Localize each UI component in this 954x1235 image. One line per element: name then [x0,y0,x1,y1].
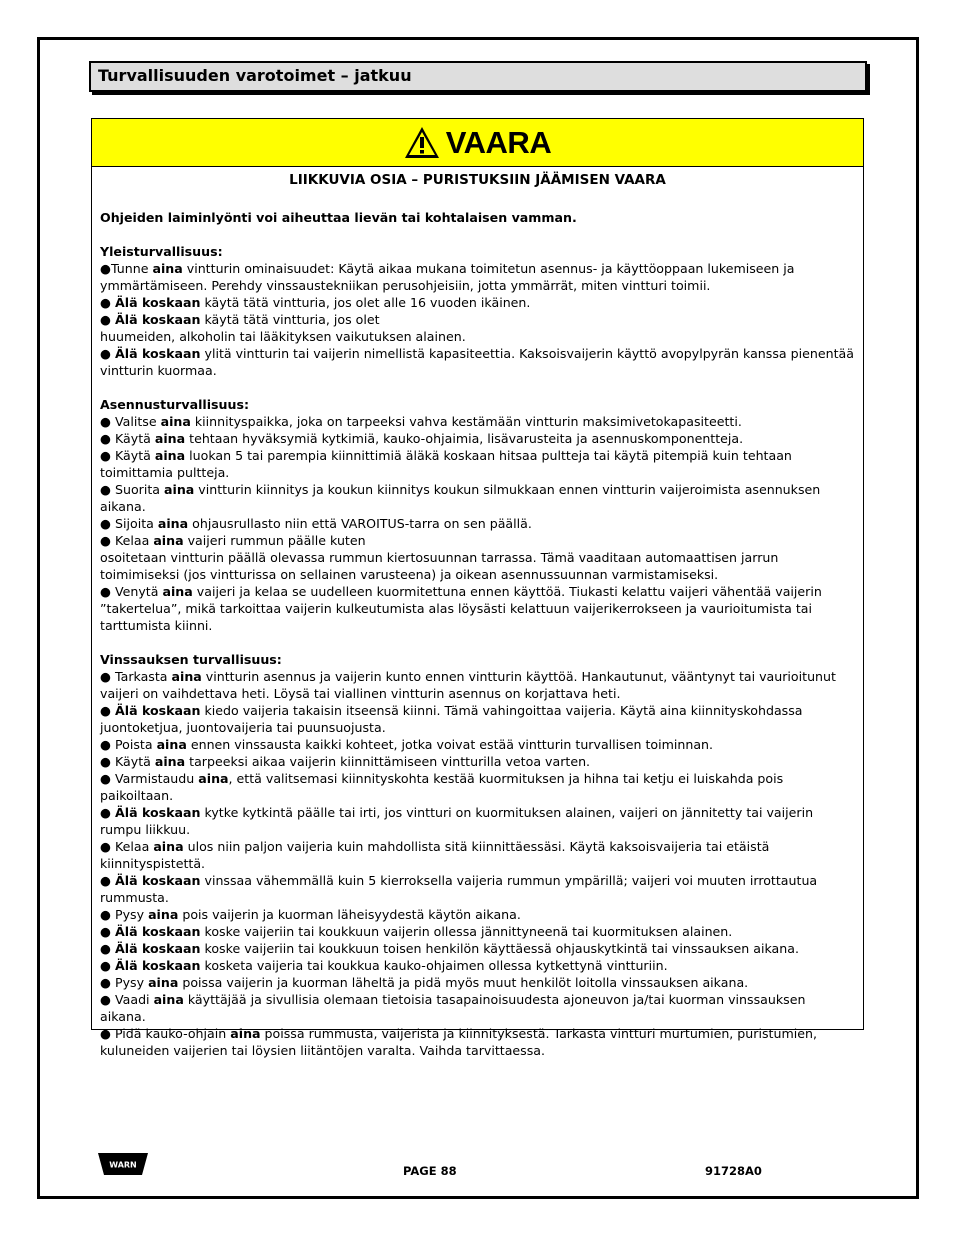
item-text: käytä tätä vintturia, jos olet [200,312,380,327]
item-emphasis: Älä koskaan [115,346,201,361]
safety-item [100,906,855,923]
item-emphasis: aina [171,669,202,684]
item-emphasis: Älä koskaan [115,703,201,718]
item-emphasis: aina [198,771,229,786]
item-emphasis: aina [153,839,184,854]
item-prefix: ● Pysy [100,907,149,922]
safety-item [100,532,855,549]
item-text: vinssaa vähemmällä kuin 5 kierroksella vaijeria rummun ympärillä; vaijeri voi muuten irrottautua rummusta. [100,873,818,905]
safety-item [100,753,855,770]
item-text: käyttäjää ja sivullisia olemaan tietoisia tasapainoisuudesta ajoneuvon ja/tai kuorman vinssauksen aikana. [100,992,806,1024]
item-prefix: ● [100,312,115,327]
item-emphasis: Älä koskaan [115,958,201,973]
item-prefix: ● Kelaa [100,533,154,548]
page-number: PAGE 88 [403,1164,457,1178]
hazard-title: LIIKKUVIA OSIA – PURISTUKSIIN JÄÄMISEN VAARA [289,172,666,188]
safety-item [100,940,855,957]
item-emphasis: aina [162,584,193,599]
safety-item [100,736,855,753]
safety-item [100,260,855,294]
item-emphasis: aina [164,482,195,497]
item-text: käytä tätä vintturia, jos olet alle 16 vuoden ikäinen. [200,295,531,310]
safety-item [100,1025,855,1059]
item-text: koske vaijeriin tai koukkuun vaijerin ollessa jännittyneenä tai kuormituksen alainen. [200,924,733,939]
section-heading: Vinssauksen turvallisuus: [100,652,282,667]
item-emphasis: aina [154,431,186,446]
safety-item-continuation: huumeiden, alkoholin tai lääkityksen vaikutuksen alainen. [100,329,466,344]
item-text: vaijeri ja kelaa se uudelleen kuormitettuna ennen käyttöä. Tiukasti kelattu vaijeri vähentää vaijerin ”takertelua”, mikä tarkoittaa vaijerin kulkeutumista alas löysästi kelattuun vaijerikerrokseen ja vaurioitumista tai tarttumista kiinni. [100,584,822,633]
item-text: kytke kytkintä päälle tai irti, jos vintturi on kuormituksen alainen, vaijeri on jännitetty tai vaijerin rumpu liikkuu. [100,805,814,837]
item-prefix: ● [100,873,115,888]
item-text: , että valitsemasi kiinnityskohta kestää kuormituksen ja hihna tai ketju ei luiskahda pois paikoiltaan. [100,771,784,803]
item-prefix: ● [100,805,115,820]
safety-item [100,804,855,838]
item-prefix: ● Kelaa [100,839,154,854]
item-prefix: ● Venytä [100,584,163,599]
item-prefix: ● Pysy [100,975,149,990]
safety-sections [100,243,855,1059]
safety-item [100,702,855,736]
item-text: vintturin asennus ja vaijerin kunto ennen vintturin käyttöä. Hankautunut, vääntynyt tai vaurioitunut vaijeri on vaihdettava heti. Löysä tai viallinen vintturin asennus on korjattava heti. [100,669,836,701]
safety-item [100,413,855,430]
safety-item [100,872,855,906]
item-text: kiedo vaijeria takaisin itseensä kiinni. Tämä vahingoittaa vaijeria. Käytä aina kiinnityskohdassa juontoketjua, juontovaijeria tai puunsuojusta. [100,703,803,735]
item-text: pois vaijerin ja kuorman läheisyydestä käytön aikana. [178,907,521,922]
item-prefix: ● [100,346,115,361]
item-emphasis: aina [156,737,187,752]
item-prefix: ●Tunne [100,261,153,276]
safety-item [100,991,855,1025]
safety-item [100,481,855,515]
item-emphasis: Älä koskaan [115,873,201,888]
warning-triangle-icon [404,126,440,159]
safety-item [100,294,855,311]
item-prefix: ● Käytä [100,754,155,769]
safety-item [100,583,855,634]
item-emphasis: aina [154,448,186,463]
consequence-statement: Ohjeiden laiminlyönti voi aiheuttaa lievän tai kohtalaisen vamman. [100,210,577,225]
safety-item [100,311,855,328]
item-prefix: ● Tarkasta [100,669,172,684]
item-text: ylitä vintturin tai vaijerin nimellistä kapasiteettia. Kaksoisvaijerin käyttö avopylpyrän kanssa pienentää vintturin kuormaa. [100,346,854,378]
item-prefix: ● Vaadi [100,992,154,1007]
safety-item [100,447,855,481]
section-heading: Yleisturvallisuus: [100,244,223,259]
item-text: ohjausrullasto niin että VAROITUS-tarra on sen päällä. [188,516,532,531]
safety-item [100,515,855,532]
item-emphasis: Älä koskaan [115,312,201,327]
item-emphasis: Älä koskaan [115,941,201,956]
item-prefix: ● Varmistaudu [100,771,199,786]
safety-item [100,957,855,974]
item-text: ulos niin paljon vaijeria kuin mahdollista sitä kiinnittäessäsi. Käytä kaksoisvaijeria tai etäistä kiinnityspistettä. [100,839,770,871]
safety-item-continuation: osoitetaan vintturin päällä olevassa rummun kiertosuunnan tarrassa. Tämä vaaditaan automaattisen jarrun toimimiseksi (jos vintturissa on sellainen varusteena) ja oikean asennussuunnan varmistamiseksi. [100,550,779,582]
item-emphasis: Älä koskaan [115,805,201,820]
document-code: 91728A0 [705,1164,762,1178]
item-emphasis: Älä koskaan [115,295,201,310]
safety-item [100,974,855,991]
item-text: luokan 5 tai parempia kiinnittimiä äläkä koskaan hitsaa pultteja tai käytä pitempiä kuin tehtaan toimittamia pultteja. [100,448,792,480]
signal-word: VAARA [445,124,552,160]
item-prefix: ● [100,941,115,956]
item-prefix: ● [100,703,115,718]
section-header [89,61,867,92]
item-prefix: ● [100,958,115,973]
item-emphasis: aina [230,1026,261,1041]
danger-box [91,118,864,1058]
warn-logo [98,1153,148,1175]
item-emphasis: aina [153,992,184,1007]
item-emphasis: aina [153,533,184,548]
item-emphasis: aina [152,261,183,276]
safety-item [100,770,855,804]
item-text: kosketa vaijeria tai koukkua kauko-ohjaimen ollessa kytkettynä vintturiin. [200,958,668,973]
item-text: ennen vinssausta kaikki kohteet, jotka voivat estää vintturin turvallisen toiminnan. [186,737,714,752]
item-text: tehtaan hyväksymiä kytkimiä, kauko-ohjaimia, lisävarusteita ja asennuskomponentteja. [185,431,744,446]
section-title: Turvallisuuden varotoimet – jatkuu [98,66,412,85]
item-text: poissa rummusta, vaijerista ja kiinnityksestä. Tarkasta vintturi murtumien, puristumien, kuluneiden vaijerien tai löysien liitäntöjen varalta. Vaihda tarvittaessa. [100,1026,817,1058]
safety-item [100,923,855,940]
item-text: kiinnityspaikka, joka on tarpeeksi vahva kestämään vintturin maksimivetokapasiteetti. [190,414,742,429]
item-text: vintturin kiinnitys ja koukun kiinnitys koukun silmukkaan ennen vintturin vaijeroimista asennuksen aikana. [100,482,821,514]
item-text: poissa vaijerin ja kuorman läheltä ja pidä myös muut henkilöt loitolla vinssauksen aikana. [178,975,749,990]
safety-item [100,838,855,872]
item-prefix: ● Suorita [100,482,165,497]
item-prefix: ● [100,295,115,310]
item-emphasis: aina [160,414,191,429]
item-prefix: ● Käytä [100,448,155,463]
item-prefix: ● Sijoita [100,516,158,531]
item-emphasis: aina [154,754,186,769]
item-prefix: ● [100,924,115,939]
item-prefix: ● Poista [100,737,157,752]
item-prefix: ● Valitse [100,414,161,429]
item-text: koske vaijeriin tai koukkuun toisen henkilön käyttäessä ohjauskytkintä tai vinssauksen aikana. [200,941,799,956]
safety-item [100,430,855,447]
item-emphasis: aina [148,907,179,922]
item-emphasis: aina [148,975,179,990]
item-text: tarpeeksi aikaa vaijerin kiinnittämiseen vintturilla vetoa varten. [185,754,591,769]
safety-item [100,668,855,702]
item-text: vaijeri rummun päälle kuten [183,533,366,548]
item-text: vintturin ominaisuudet: Käytä aikaa mukana toimitetun asennus- ja käyttöoppaan lukemiseen ja ymmärtämiseen. Perehdy vinssaustekniikan perusohjeisiin, jotta ymmärrät, miten vintturi toimii. [100,261,795,293]
svg-text:WARN: WARN [109,1160,137,1170]
safety-item [100,345,855,379]
item-emphasis: aina [157,516,189,531]
item-emphasis: Älä koskaan [115,924,201,939]
item-prefix: ● Käytä [100,431,155,446]
item-prefix: ● Pidä kauko-ohjain [100,1026,231,1041]
section-heading: Asennusturvallisuus: [100,397,249,412]
warning-content [92,209,863,1059]
danger-banner [92,119,863,167]
